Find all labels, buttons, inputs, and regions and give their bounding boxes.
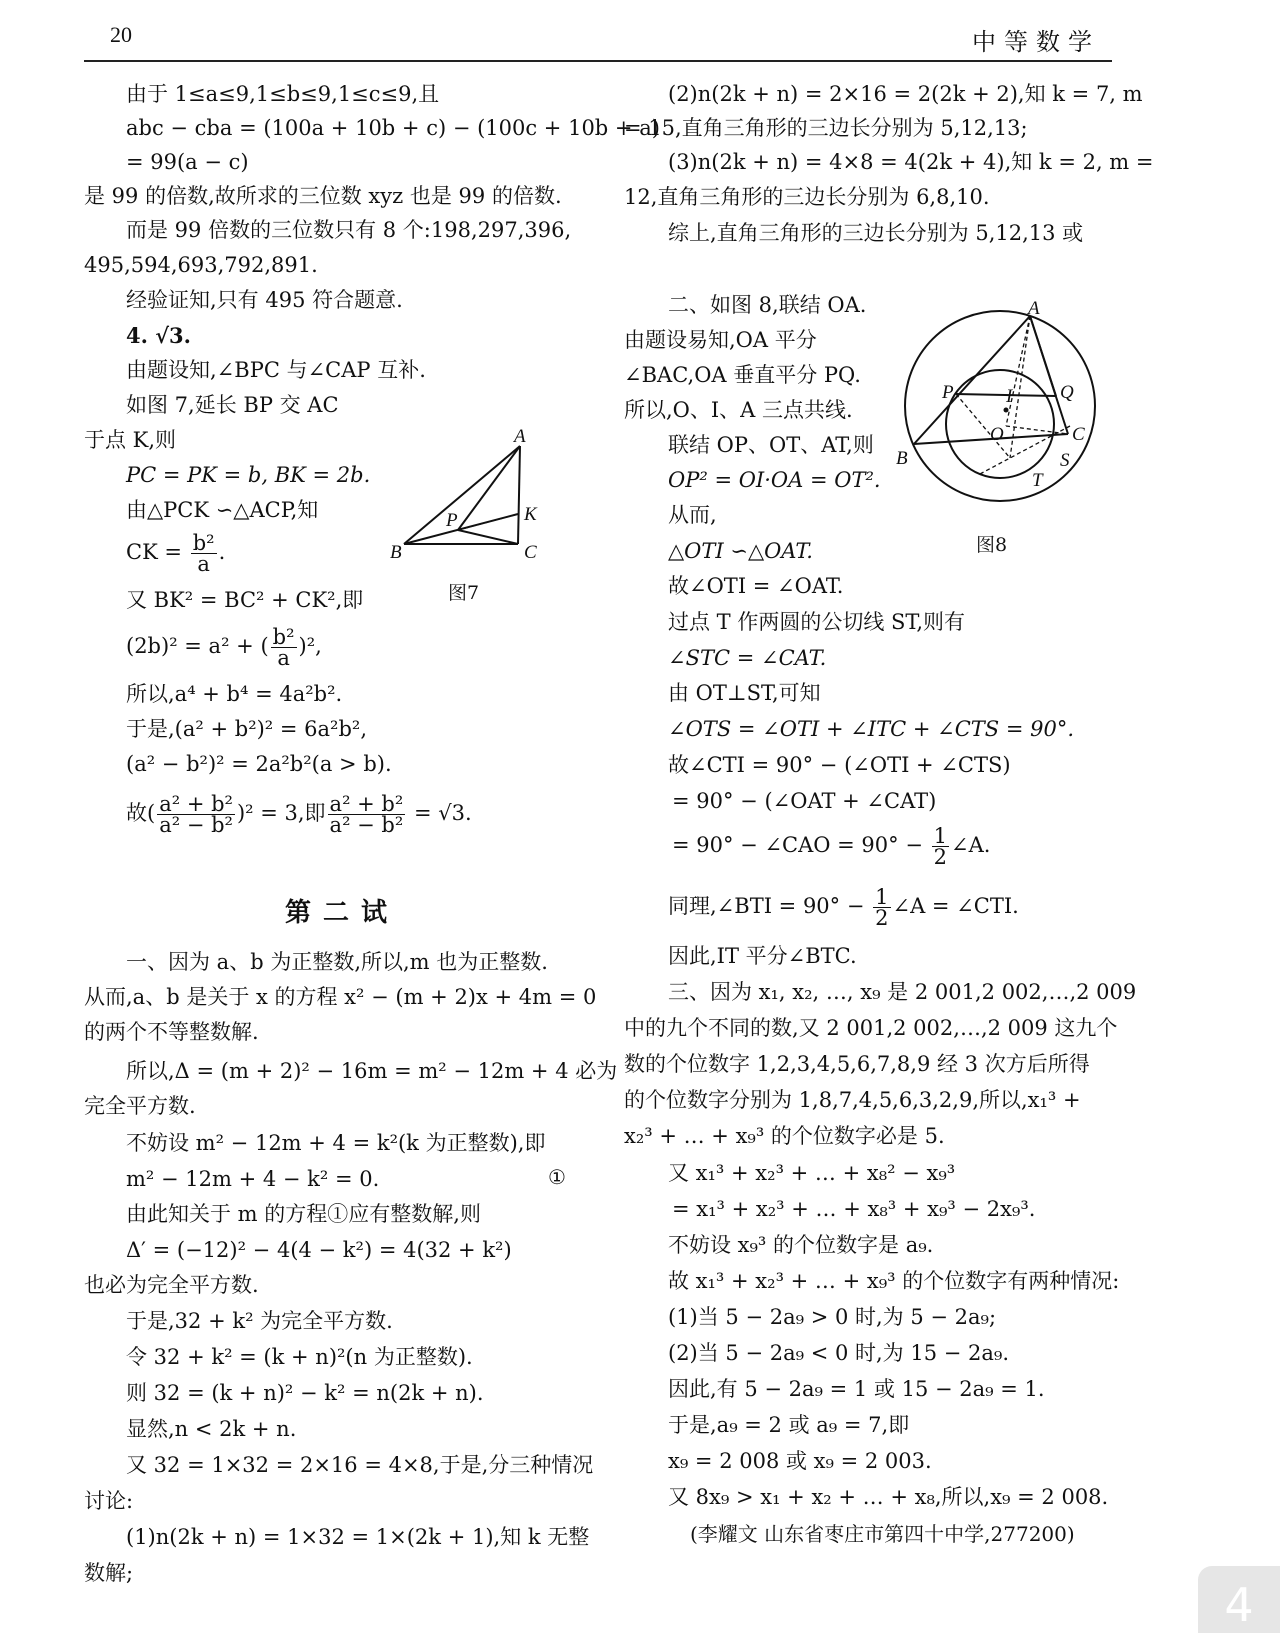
formula-part: . [218,540,226,564]
text-line: (3)n(2k + n) = 4×8 = 4(2k + 4),知 k = 2, m = [668,150,1154,174]
text-line: x₉ = 2 008 或 x₉ = 2 003. [668,1449,932,1473]
fig8-label-b: B [896,448,908,469]
fig7-line-ac [518,446,520,544]
denominator: a² − b² [159,813,233,837]
numerator: 1 [933,824,947,848]
fig8-dashed-ic [1006,426,1068,434]
formula-part: ∠A = ∠CTI. [892,894,1019,918]
fig8-label-q: Q [1060,382,1074,403]
journal-title: 中等数学 [972,28,1100,56]
author-byline: (李耀文 山东省枣庄市第四十中学,277200) [690,1522,1075,1546]
denominator: 2 [875,906,889,930]
formula-ck [126,530,225,574]
text-line: 不妨设 m² − 12m + 4 = k²(k 为正整数),即 [126,1131,546,1155]
text-line: 则 32 = (k + n)² − k² = n(2k + n). [126,1381,484,1405]
text-line: Δ′ = (−12)² − 4(4 − k²) = 4(32 + k²) [126,1238,512,1262]
fig8-line-aq [1030,316,1056,396]
fraction [873,887,890,928]
text-line: 由 OT⊥ST,可知 [668,681,821,705]
text-line: 所以,Δ = (m + 2)² − 16m = m² − 12m + 4 必为 [126,1059,618,1083]
denominator: 2 [933,845,947,869]
text-line: 12,直角三角形的三边长分别为 6,8,10. [624,185,990,209]
numerator: a² + b² [329,792,404,816]
text-line: 中的九个不同的数,又 2 001,2 002,…,2 009 这九个 [624,1016,1118,1040]
numerator: b² [272,625,295,649]
fraction [271,627,297,668]
text-line: 从而,a、b 是关于 x 的方程 x² − (m + 2)x + 4m = 0 [84,985,597,1009]
text-line: 的两个不等整数解. [84,1020,259,1044]
header-rule [84,60,1112,62]
text-line: 经验证知,只有 495 符合题意. [126,288,403,312]
figure-7-caption: 图7 [448,582,480,604]
fig7-label-p: P [446,510,458,531]
text-line: = 90° − (∠OAT + ∠CAT) [672,789,937,813]
text-line: 又 32 = 1×32 = 2×16 = 4×8,于是,分三种情况 [126,1453,594,1477]
text-line: ∠STC = ∠CAT. [668,646,827,670]
formula-part: = 90° − ∠CAO = 90° − [672,833,930,857]
fraction [932,826,949,867]
figure-7 [390,426,540,566]
section-title: 第二试 [285,898,400,928]
text-line: 因此,IT 平分∠BTC. [668,944,857,968]
text-line: = 99(a − c) [126,150,249,174]
text-line: △OTI ∽△OAT. [668,539,813,563]
fig8-line-ba [914,316,1030,444]
formula-cti [672,823,990,867]
formula-bti [668,884,1019,928]
text-line: 而是 99 倍数的三位数只有 8 个:198,297,396, [126,218,572,242]
text-line: ∠OTS = ∠OTI + ∠ITC + ∠CTS = 90°. [668,717,1075,741]
fig8-outer-circle [905,311,1095,501]
formula-part: = √3. [407,801,472,825]
text-line: 故∠CTI = 90° − (∠OTI + ∠CTS) [668,753,1011,777]
formula-2b [126,624,322,668]
text-line: 综上,直角三角形的三边长分别为 5,12,13 或 [668,221,1084,245]
text-line: 由题设易知,OA 平分 [624,328,817,352]
formula-part: 同理,∠BTI = 90° − [668,894,872,918]
formula-part: )² = 3,即 [236,801,326,825]
text-line: 因此,有 5 − 2a₉ = 1 或 15 − 2a₉ = 1. [668,1377,1045,1401]
text-line: 数的个位数字 1,2,3,4,5,6,7,8,9 经 3 次方后所得 [624,1052,1090,1076]
text-line: 一、因为 a、b 为正整数,所以,m 也为正整数. [126,950,548,974]
denominator: a [197,552,210,576]
text-line: (a² − b²)² = 2a²b²(a > b). [126,752,392,776]
text-line: (2)n(2k + n) = 2×16 = 2(2k + 2),知 k = 7, m [668,82,1143,106]
numerator: b² [192,531,215,555]
denominator: a [277,646,290,670]
numerator: 1 [875,885,889,909]
formula-part: CK = [126,540,189,564]
denominator: a² − b² [329,813,404,837]
formula-part: (2b)² = a² + ( [126,634,269,658]
text-line: 完全平方数. [84,1094,196,1118]
text-line: ∠BAC,OA 垂直平分 PQ. [624,363,861,387]
text-line: (1)n(2k + n) = 1×32 = 1×(2k + 1),知 k 无整 [126,1525,590,1549]
text-line: 于是,(a² + b²)² = 6a²b², [126,717,368,741]
text-line: 所以,O、I、A 三点共线. [624,398,853,422]
fig8-label-s: S [1060,450,1070,471]
formula-part: )², [298,634,322,658]
text-line: 由此知关于 m 的方程①应有整数解,则 [126,1202,481,1226]
fig8-label-p: P [942,382,954,403]
fraction [157,794,235,835]
text-line: 如图 7,延长 BP 交 AC [126,393,339,417]
fig7-label-b: B [390,542,402,563]
text-line: 显然,n < 2k + n. [126,1417,297,1441]
text-line: 不妨设 x₉³ 的个位数字是 a₉. [668,1233,934,1257]
text-line: 二、如图 8,联结 OA. [668,293,867,317]
text-line: abc − cba = (100a + 10b + c) − (100c + 10b + a) [126,116,660,140]
fig7-line-pc [458,530,518,544]
fig7-label-a: A [514,426,526,447]
text-line: 三、因为 x₁, x₂, …, x₉ 是 2 001,2 002,…,2 009 [668,980,1137,1004]
text-line: 由题设知,∠BPC 与∠CAP 互补. [126,358,426,382]
equation-number: ① [548,1165,566,1189]
text-line: 是 99 的倍数,故所求的三位数 xyz 也是 99 的倍数. [84,184,562,208]
fig7-label-k: K [524,504,537,525]
fig7-line-pa [458,446,520,530]
fig7-label-c: C [524,542,537,563]
text-line: 令 32 + k² = (k + n)²(n 为正整数). [126,1345,473,1369]
text-line: 于点 K,则 [84,428,177,452]
text-line: m² − 12m + 4 − k² = 0. [126,1167,380,1191]
formula-part: ∠A. [950,833,991,857]
fig8-label-c: C [1072,424,1085,445]
fig8-label-i: I [1006,386,1013,407]
text-line: = x₁³ + x₂³ + … + x₈³ + x₉³ − 2x₉³. [672,1197,1036,1221]
figure-8 [896,298,1100,506]
fig8-label-o: O [990,424,1004,445]
fraction [328,794,406,835]
page-number: 20 [110,22,132,47]
text-line: 又 BK² = BC² + CK²,即 [126,588,364,612]
fraction [191,533,217,574]
text-line: = 15,直角三角形的三边长分别为 5,12,13; [624,116,1028,140]
text-line: 495,594,693,792,891. [84,253,318,277]
text-line: 过点 T 作两圆的公切线 ST,则有 [668,610,966,634]
text-line: 从而, [668,503,717,527]
text-line: x₂³ + … + x₉³ 的个位数字必是 5. [624,1124,945,1148]
text-line: 于是,32 + k² 为完全平方数. [126,1309,393,1333]
fig8-point-o [1004,408,1009,413]
formula-result [126,790,472,836]
formula-part: 故( [126,801,156,825]
text-line: 故 x₁³ + x₂³ + … + x₉³ 的个位数字有两种情况: [668,1269,1120,1293]
answer-4: 4. √3. [126,323,191,348]
numerator: a² + b² [159,792,233,816]
text-line: (1)当 5 − 2a₉ > 0 时,为 5 − 2a₉; [668,1305,997,1329]
text-line: (2)当 5 − 2a₉ < 0 时,为 15 − 2a₉. [668,1341,1010,1365]
fig8-label-t: T [1032,470,1043,491]
text-line: 于是,a₉ = 2 或 a₉ = 7,即 [668,1413,910,1437]
text-line: 所以,a⁴ + b⁴ = 4a²b². [126,682,343,706]
page-badge: 4 [1198,1566,1280,1633]
fig8-label-a: A [1028,298,1040,319]
text-line: PC = PK = b, BK = 2b. [126,463,371,487]
text-line: 联结 OP、OT、AT,则 [668,433,874,457]
text-line: 由△PCK ∽△ACP,知 [126,498,319,522]
figure-8-caption: 图8 [976,534,1008,556]
text-line: 又 x₁³ + x₂³ + … + x₈² − x₉³ [668,1161,956,1185]
text-line: 数解; [84,1561,134,1585]
text-line: 故∠OTI = ∠OAT. [668,574,844,598]
text-line: 的个位数字分别为 1,8,7,4,5,6,3,2,9,所以,x₁³ + [624,1088,1081,1112]
text-line: 由于 1≤a≤9,1≤b≤9,1≤c≤9,且 [126,82,440,106]
text-line: 讨论: [84,1489,134,1513]
text-line: 又 8x₉ > x₁ + x₂ + … + x₈,所以,x₉ = 2 008. [668,1485,1109,1509]
text-line: OP² = OI·OA = OT². [668,468,881,492]
text-line: 也必为完全平方数. [84,1273,259,1297]
